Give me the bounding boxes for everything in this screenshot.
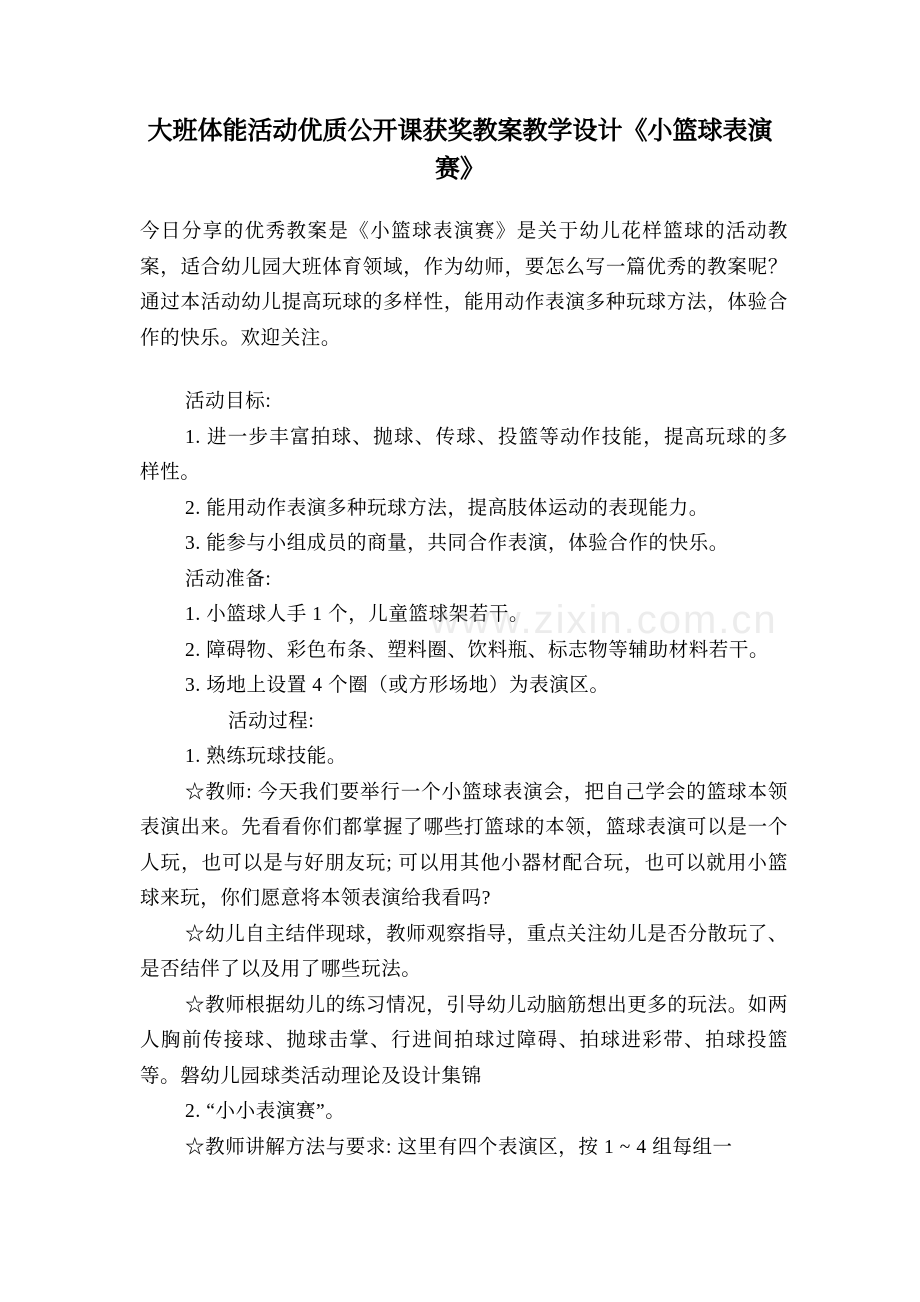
prep-item-3: 3. 场地上设置 4 个圈（或方形场地）为表演区。 xyxy=(185,675,610,696)
intro-paragraph: 今日分享的优秀教案是《小篮球表演赛》是关于幼儿花样篮球的活动教案，适合幼儿园大班体育领域，作为幼师，要怎么写一篇优秀的教案呢？通过本活动幼儿提高玩球的多样性，能用动作表演多种玩球方法，体验合作的快乐。欢迎关注。 xyxy=(140,221,788,349)
goal-item-2: 2. 能用动作表演多种玩球方法，提高肢体运动的表现能力。 xyxy=(185,497,709,519)
document-title: 大班体能活动优质公开课获奖教案教学设计《小篮球表演赛》 xyxy=(147,116,773,183)
watermark: www.zixin.com.cn xyxy=(430,598,778,642)
process-item-5: 2. “小小表演赛”。 xyxy=(185,1101,346,1122)
document-body xyxy=(140,214,788,356)
goal-item-1: 1. 进一步丰富拍球、抛球、传球、投篮等动作技能，提高玩球的多样性。 xyxy=(140,426,788,483)
process-item-4: ☆教师根据幼儿的练习情况，引导幼儿动脑筋想出更多的玩法。如两人胸前传接球、抛球击掌、行进间拍球过障碍、拍球进彩带、拍球投篮等。磐幼儿园球类活动理论及设计集锦 xyxy=(140,994,789,1087)
process-item-3: ☆幼儿自主结伴现球，教师观察指导，重点关注幼儿是否分散玩了、是否结伴了以及用了哪些玩法。 xyxy=(140,923,789,980)
process-heading: 活动过程: xyxy=(228,710,315,732)
process-item-2: ☆教师: 今天我们要举行一个小篮球表演会，把自己学会的篮球本领表演出来。先看看你们都掌握了哪些打篮球的本领，篮球表演可以是一个人玩，也可以是与好朋友玩; 可以用其他小器材配合玩，也可以就用小篮球来玩，你们愿意将本领表演给我看吗? xyxy=(140,781,788,909)
prep-item-2: 2. 障碍物、彩色布条、塑料圈、饮料瓶、标志物等辅助材料若干。 xyxy=(185,639,770,661)
prep-item-1: 1. 小篮球人手 1 个，儿童篮球架若干。 xyxy=(185,604,530,625)
prep-heading: 活动准备: xyxy=(185,568,272,590)
goal-item-3: 3. 能参与小组成员的商量，共同合作表演，体验合作的快乐。 xyxy=(185,533,729,554)
lesson-sections xyxy=(140,384,788,1165)
process-item-6: ☆教师讲解方法与要求: 这里有四个表演区，按 1 ~ 4 组每组一 xyxy=(185,1136,733,1158)
process-item-1: 1. 熟练玩球技能。 xyxy=(185,746,348,767)
goals-heading: 活动目标: xyxy=(185,391,272,412)
